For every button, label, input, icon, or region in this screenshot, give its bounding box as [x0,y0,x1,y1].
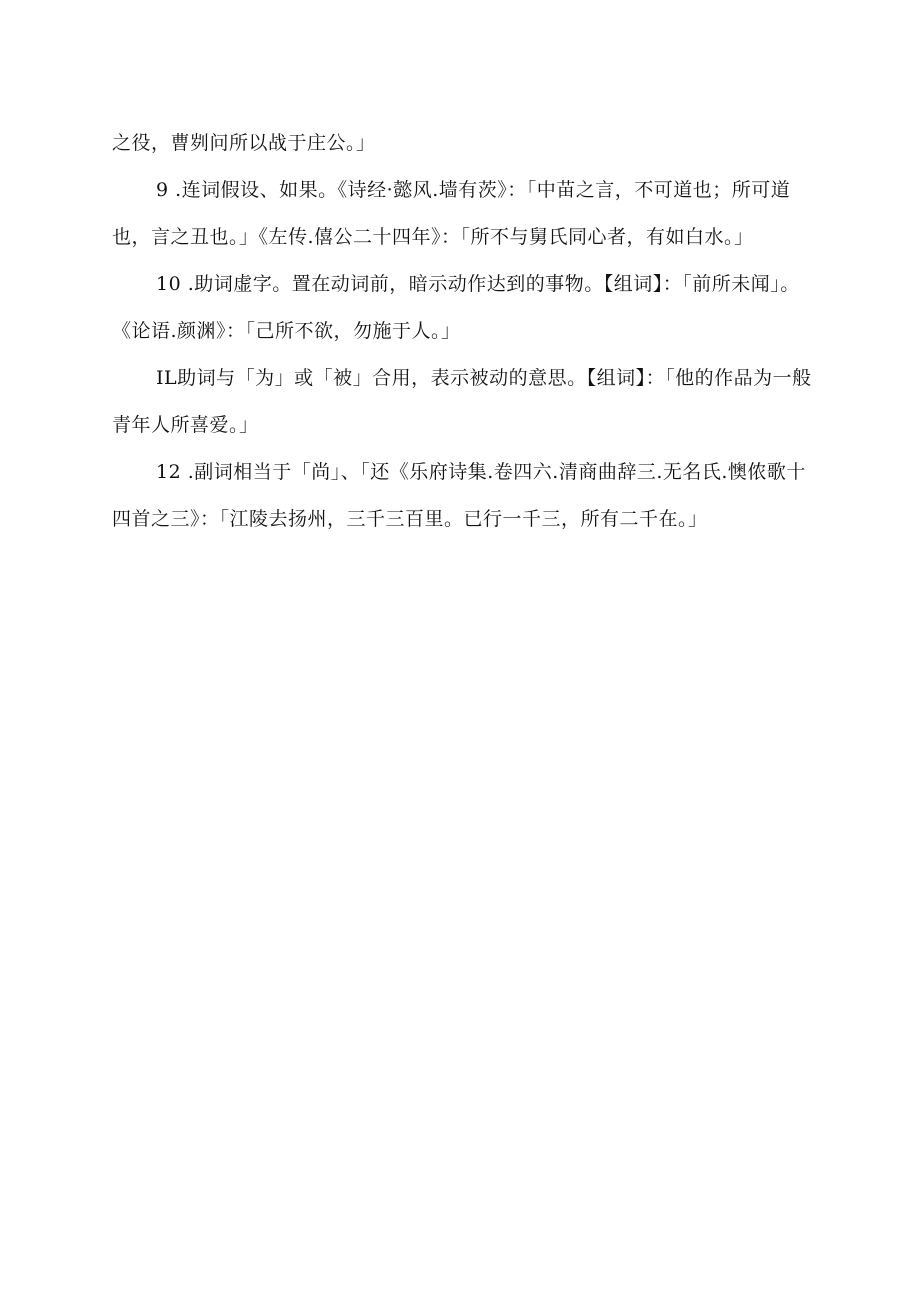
paragraph-item-11: IL助词与「为」或「被」合用，表示被动的意思。【组词】：「他的作品为一般青年人所喜爱。」 [112,367,812,436]
document-body [112,120,812,543]
paragraph-item-12: 12 .副词相当于「尚」、「还《乐府诗集.卷四六.清商曲辞三.无名氏.懊侬歌十四首之三》：「江陵去扬州，三千三百里。已行一千三，所有二千在。」 [112,461,806,530]
paragraph-item-9: 9 .连词假设、如果。《诗经·懿风.墙有茨》：「中苗之言，不可道也；所可道也，言之丑也。」《左传.僖公二十四年》：「所不与舅氏同心者，有如白水。」 [112,179,791,248]
paragraph-continuation: 之役，曹刿问所以战于庄公。」 [112,132,376,154]
paragraph-item-10: 10 .助词虚字。置在动词前，暗示动作达到的事物。【组词】：「前所未闻」。《论语.颜渊》：「己所不欲，勿施于人。」 [112,273,800,342]
